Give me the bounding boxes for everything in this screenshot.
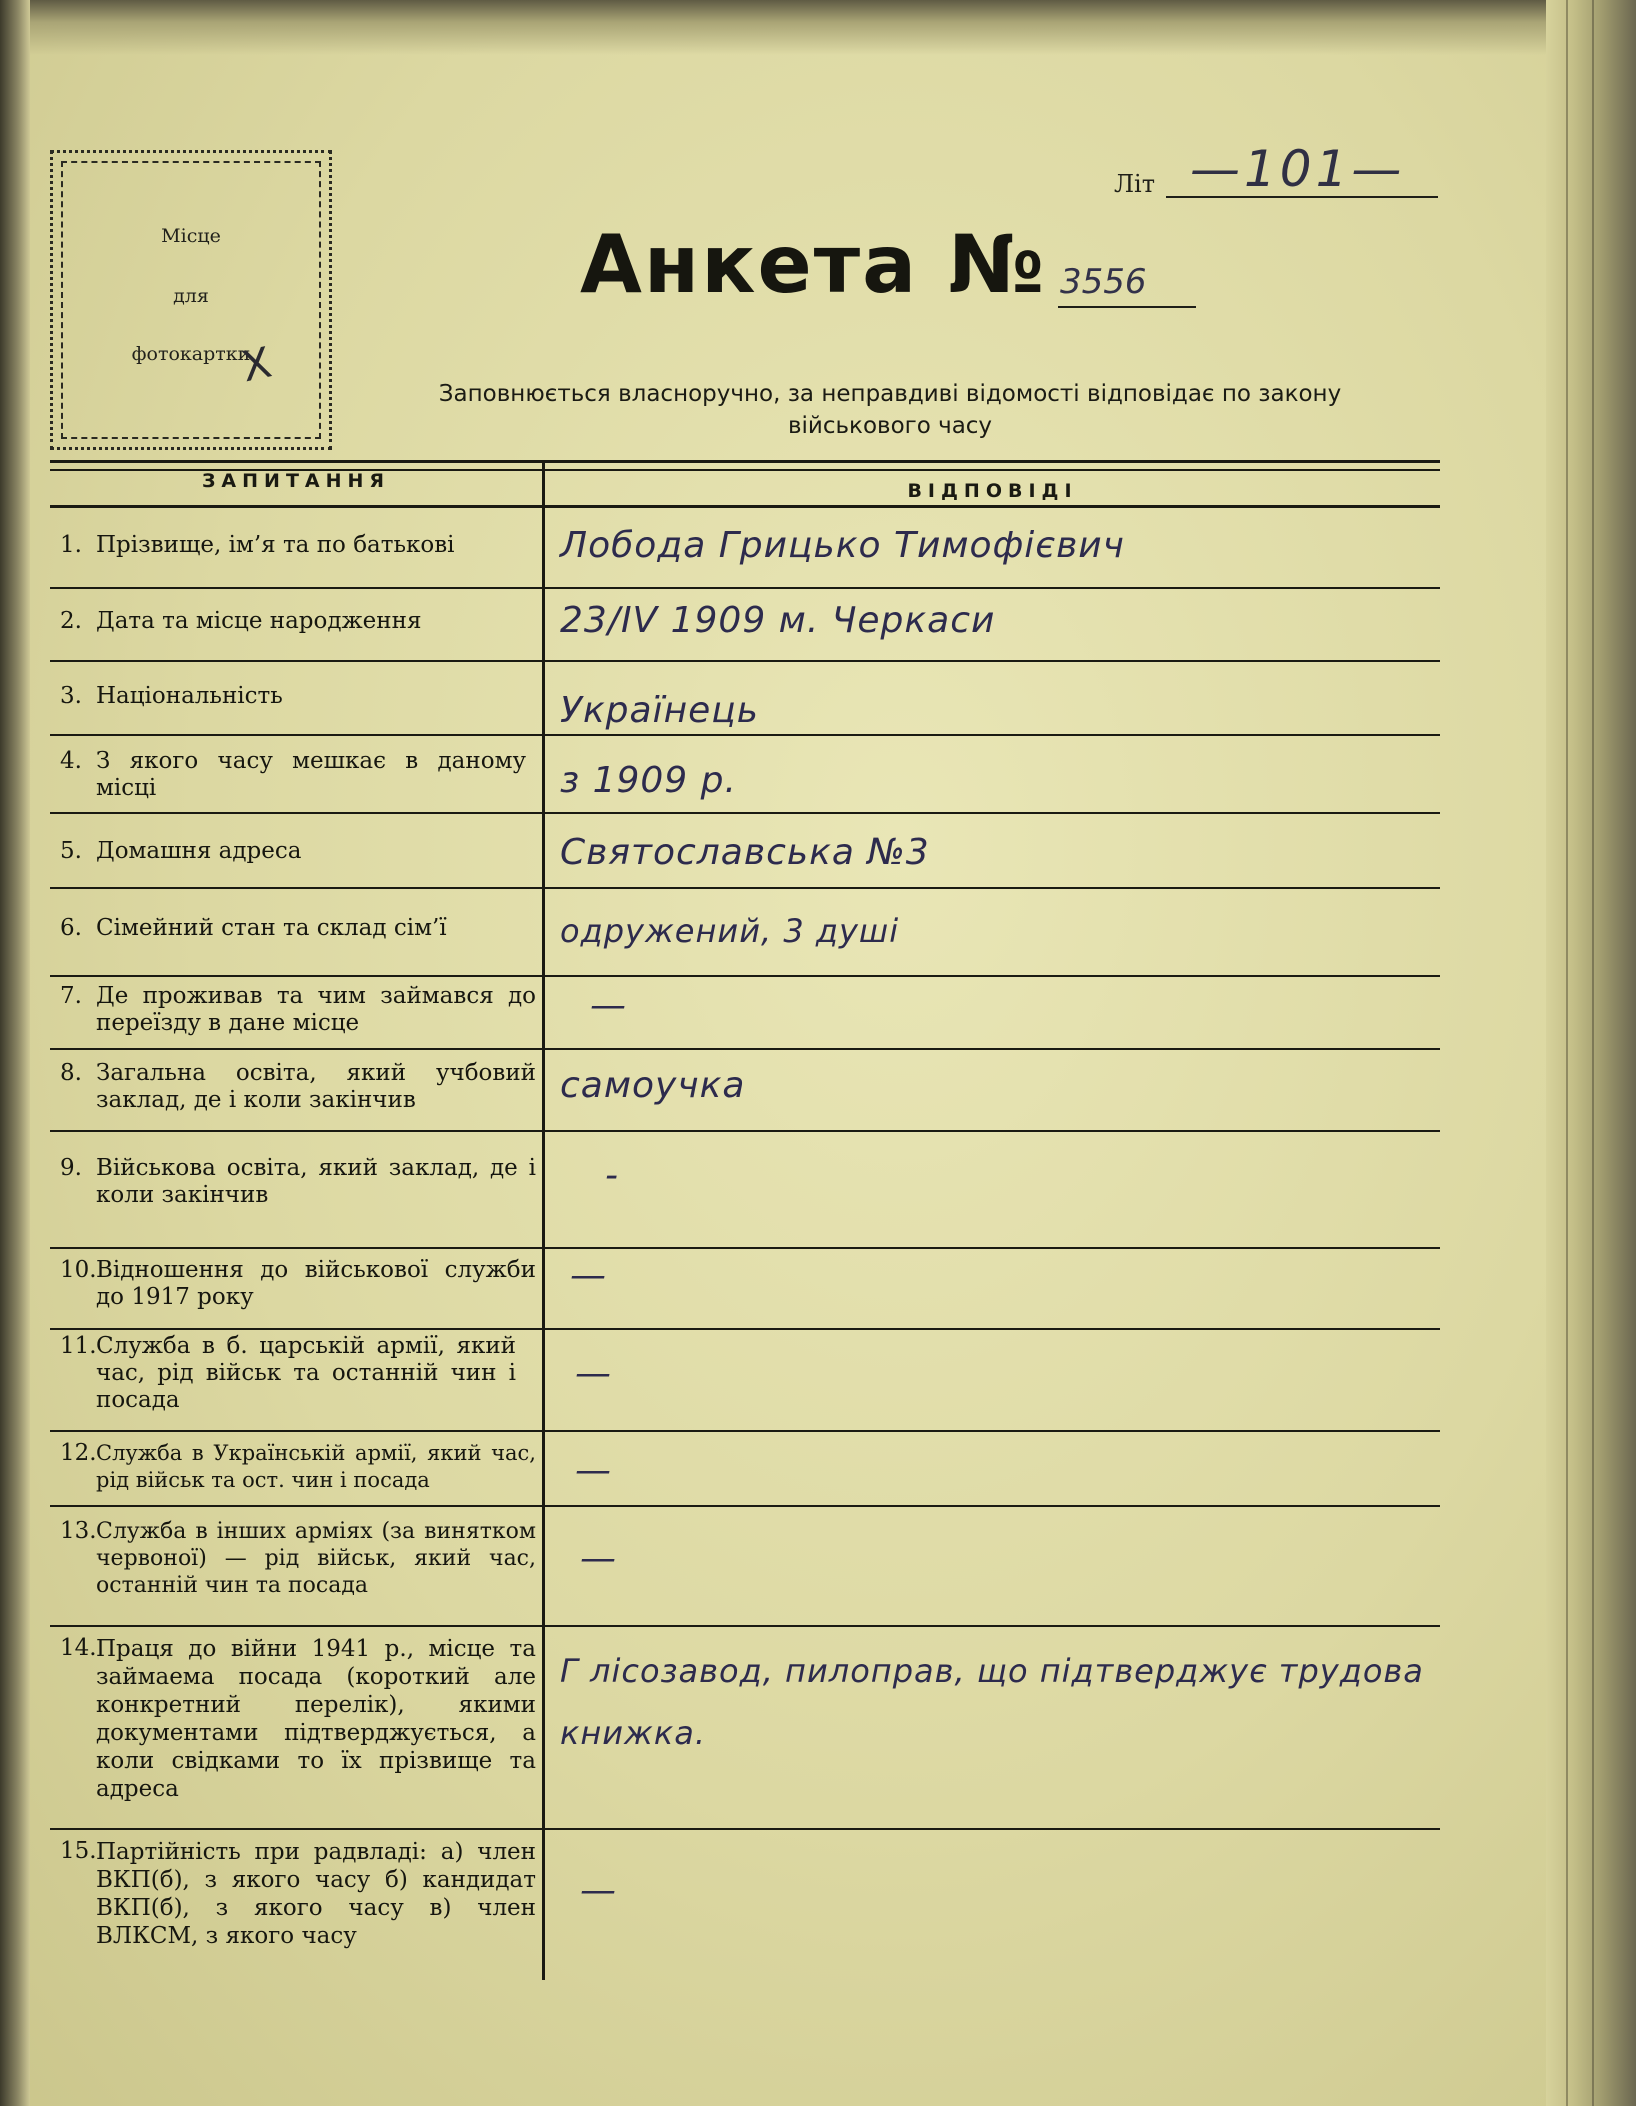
row-separator (50, 1328, 1440, 1330)
row-answer[interactable]: Українець (560, 690, 760, 731)
row-question: З якого часу мешкає в даному місці (96, 748, 526, 801)
row-number: 5. (60, 838, 82, 864)
photo-label-line3: фотокартки (131, 343, 251, 365)
row-answer[interactable]: Святославська №3 (560, 832, 930, 873)
row-separator (50, 1625, 1440, 1627)
row-answer[interactable]: з 1909 р. (560, 760, 737, 801)
row-answer[interactable]: Лобода Грицько Тимофієвич (560, 525, 1125, 566)
form-instructions-line2: військового часу (787, 413, 993, 439)
row-question: Сімейний стан та склад сім’ї (96, 915, 447, 941)
row-number: 9. (60, 1155, 82, 1181)
row-number: 7. (60, 983, 82, 1009)
row-answer[interactable]: - (605, 1155, 619, 1196)
row-separator (50, 1505, 1440, 1507)
header-bottom-rule (50, 505, 1440, 508)
row-answer[interactable]: одружений, 3 душі (560, 912, 900, 950)
row-separator (50, 1828, 1440, 1830)
page-top-edge (0, 0, 1636, 55)
row-separator (50, 887, 1440, 889)
row-number: 11. (60, 1333, 97, 1359)
row-answer[interactable]: 23/IV 1909 м. Черкаси (560, 600, 996, 641)
row-separator (50, 1247, 1440, 1249)
row-question: Відношення до військової служби до 1917 року (96, 1257, 536, 1310)
book-spine (0, 0, 30, 2106)
row-question: Домашня адреса (96, 838, 302, 864)
row-question: Де проживав та чим займався до переїзду в дане місце (96, 983, 536, 1036)
row-separator (50, 975, 1440, 977)
row-question: Праця до війни 1941 р., місце та займаема посада (короткий але конкретний перелік), якими документами підтверджується, а коли свідками то їх прізвище та адреса (96, 1636, 536, 1802)
row-answer[interactable]: самоучка (560, 1065, 746, 1106)
row-separator (50, 660, 1440, 662)
row-question: Прізвище, ім’я та по батькові (96, 532, 455, 558)
page-title: Анкета № (580, 218, 1047, 311)
lit-label: Літ (1114, 170, 1155, 198)
row-question: Служба в інших арміях (за винятком червоної) — рід військ, який час, останній чин та посада (96, 1519, 536, 1598)
row-separator (50, 812, 1440, 814)
row-question: Військова освіта, який заклад, де і коли закінчив (96, 1155, 536, 1208)
row-question: Дата та місце народження (96, 608, 422, 634)
form-instructions-line1: Заповнюється власноручно, за неправдиві відомості відповідає по закону (438, 381, 1342, 407)
row-number: 8. (60, 1060, 82, 1086)
title-number-underline (1058, 306, 1196, 308)
row-answer[interactable]: Г лісозавод, пилоправ, що підтверджує трудова книжка. (560, 1652, 1424, 1752)
header-questions: ЗАПИТАННЯ (201, 470, 391, 492)
row-answer[interactable]: — (580, 1538, 617, 1579)
row-number: 1. (60, 532, 82, 558)
row-number: 13. (60, 1518, 97, 1544)
photo-handwritten-mark: X (237, 337, 276, 392)
column-divider (542, 460, 545, 1980)
form-instructions (360, 378, 1420, 442)
lit-value: —101— (1190, 140, 1406, 198)
photo-label-line1: Місце (161, 225, 221, 247)
form-number: 3556 (1060, 262, 1147, 302)
row-answer[interactable]: — (590, 985, 627, 1026)
photo-label-line2: для (173, 285, 209, 307)
row-question: Загальна освіта, який учбовий заклад, де і коли закінчив (96, 1060, 536, 1113)
row-number: 2. (60, 608, 82, 634)
row-question: Партійність при радвладі: а) член ВКП(б), з якого часу б) кандидат ВКП(б), з якого часу в) член ВЛКСМ, з якого часу (96, 1839, 536, 1949)
row-question: Служба в б. царській армії, який час, рід військ та останній чин і посада (96, 1333, 516, 1413)
row-number: 6. (60, 915, 82, 941)
row-number: 12. (60, 1440, 97, 1466)
row-number: 10. (60, 1257, 97, 1283)
row-question: Служба в Українській армії, який час, рід військ та ост. чин і посада (96, 1441, 536, 1492)
page-stack-edge (1546, 0, 1636, 2106)
row-answer[interactable]: — (580, 1870, 617, 1911)
row-number: 14. (60, 1635, 97, 1661)
row-separator (50, 734, 1440, 736)
row-number: 4. (60, 748, 82, 774)
row-number: 3. (60, 683, 82, 709)
row-separator (50, 1130, 1440, 1132)
row-separator (50, 1048, 1440, 1050)
questionnaire-table (50, 460, 1440, 1980)
row-answer[interactable]: — (575, 1450, 612, 1491)
row-answer[interactable]: — (575, 1353, 612, 1394)
row-answer[interactable]: — (570, 1255, 607, 1296)
row-separator (50, 587, 1440, 589)
row-question: Національність (96, 683, 283, 709)
row-number: 15. (60, 1838, 97, 1864)
header-answers: ВІДПОВІДІ (907, 480, 1078, 502)
photo-placeholder (50, 150, 332, 450)
row-separator (50, 1430, 1440, 1432)
table-header (50, 460, 1440, 505)
